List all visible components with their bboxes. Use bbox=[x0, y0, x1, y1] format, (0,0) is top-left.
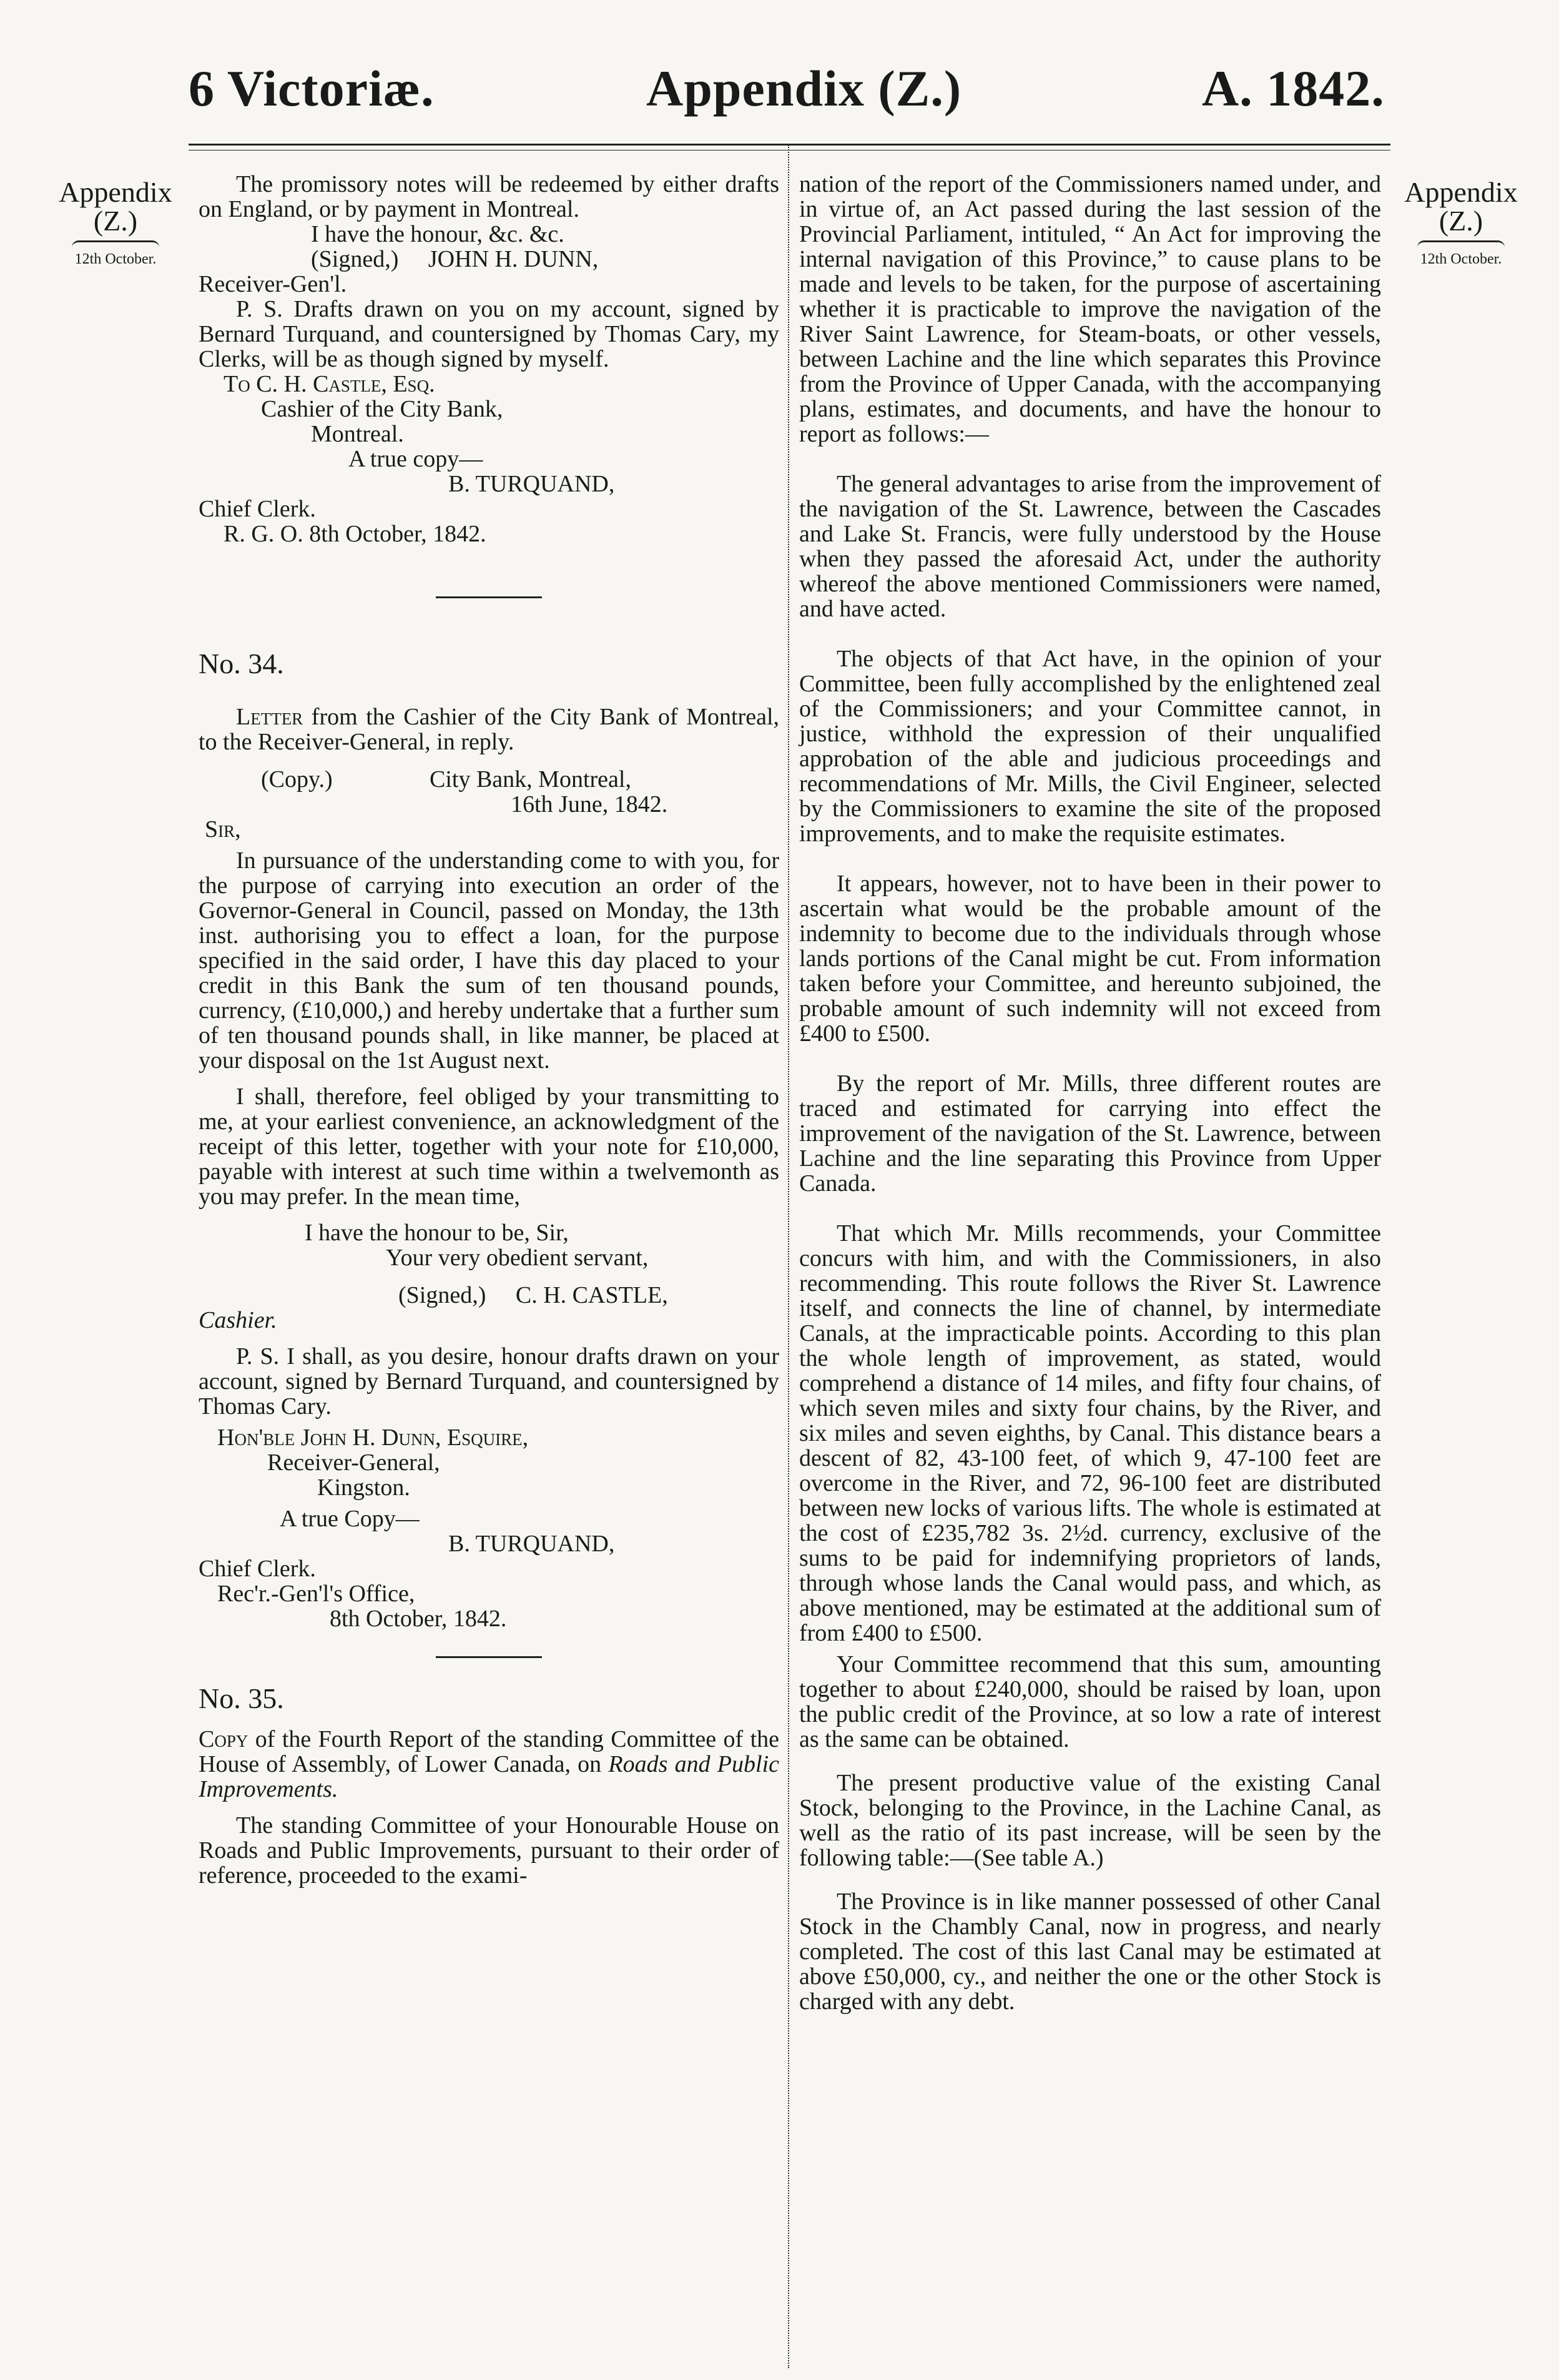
paragraph: The Province is in like manner possessed of other Canal Stock in the Chambly Canal, now in progress, and nearly completed. The cost of this last Canal may be estimated at above £50,000, cy., and neither the one or the other Stock is charged with any debt. bbox=[799, 1889, 1381, 2015]
paragraph: I shall, therefore, feel obliged by your transmitting to me, at your earliest convenience, an acknowledgment of the receipt of this letter, together with your note for £10,000, payable with interest at such time within a twelvemonth as you may prefer. In the mean time, bbox=[199, 1084, 779, 1210]
letter-title bbox=[199, 704, 779, 754]
true-copy: A true copy— bbox=[348, 446, 483, 472]
running-head-left: 6 Victoriæ. bbox=[189, 60, 435, 117]
address-line: Hon'ble John H. Dunn, Esquire, bbox=[217, 1425, 529, 1451]
letter-title-rest: from the Cashier of the City Bank of Montreal, to the Receiver-General, in reply. bbox=[199, 704, 779, 755]
signature-line bbox=[199, 247, 779, 272]
report-title-rest: of the Fourth Report of the standing Committee of the House of Assembly, of Lower Canada, on bbox=[199, 1726, 780, 1777]
salutation: Sir, bbox=[205, 816, 241, 842]
signatory-name: C. H. CASTLE, bbox=[515, 1282, 668, 1308]
margin-label-sub: (Z.) bbox=[93, 205, 138, 237]
paragraph: It appears, however, not to have been in their power to ascertain what would be the probable amount of the indemnity to become due to the individuals through whose lands portions of the Canal might be cut. From information taken before your Committee, and hereunto subjoined, the probable amount of such indemnity will not exceed from £400 to £500. bbox=[799, 871, 1381, 1047]
closing-line: Your very obedient servant, bbox=[386, 1245, 649, 1271]
margin-label-title: Appendix bbox=[1404, 176, 1518, 208]
margin-label-date: 12th October. bbox=[74, 251, 157, 267]
true-copy: A true Copy— bbox=[280, 1506, 420, 1532]
postscript: P. S. Drafts drawn on you on my account, signed by Bernard Turquand, and countersigned by Thomas Cary, my Clerks, will be as though signed by myself. bbox=[199, 296, 779, 372]
signed-label: (Signed,) bbox=[398, 1282, 486, 1308]
paragraph: Your Committee recommend that this sum, amounting together to about £240,000, should be raised by loan, upon the public credit of the Province, at so low a rate of interest as the same can be obtained. bbox=[799, 1651, 1381, 1752]
margin-label-right bbox=[1389, 178, 1533, 269]
address-line: Kingston. bbox=[317, 1474, 410, 1501]
signatory-name: JOHN H. DUNN, bbox=[428, 246, 599, 272]
report-title-italic: Roads and Public Improvements. bbox=[199, 1751, 779, 1802]
left-column bbox=[199, 172, 779, 1888]
header-rule bbox=[189, 144, 1390, 146]
margin-label-date: 12th October. bbox=[1420, 251, 1502, 267]
document-number: No. 35. bbox=[199, 1682, 284, 1714]
paragraph: The standing Committee of your Honourable House on Roads and Public Improvements, pursuant to their order of reference, proceeded to the exami- bbox=[199, 1812, 779, 1889]
right-column bbox=[799, 172, 1381, 2014]
column-divider bbox=[788, 145, 789, 2368]
letter-title-lead: Letter bbox=[236, 704, 303, 730]
signed-label: (Signed,) bbox=[311, 246, 399, 272]
running-head-right: A. 1842. bbox=[1202, 60, 1385, 117]
margin-label-title: Appendix bbox=[59, 176, 172, 208]
margin-brace bbox=[72, 240, 159, 247]
paragraph: The objects of that Act have, in the opinion of your Committee, been fully accomplished by the enlightened zeal of the Commissioners; and your Committee cannot, in justice, withhold the expression of their unqualified approbation of the able and judicious proceedings and recommendations of Mr. Mills, the Civil Engineer, selected by the Commissioners to examine the site of the proposed improvements, and to make the requisite estimates. bbox=[799, 646, 1381, 847]
clerk-name: B. TURQUAND, bbox=[448, 1531, 615, 1557]
letter-date: 16th June, 1842. bbox=[511, 791, 668, 817]
paragraph: By the report of Mr. Mills, three different routes are traced and estimated for carrying into effect the improvement of the navigation of the St. Lawrence, between Lachine and the line separating this Province from Upper Canada. bbox=[799, 1070, 1381, 1197]
running-head-center: Appendix (Z.) bbox=[646, 60, 962, 117]
office-date: R. G. O. 8th October, 1842. bbox=[224, 521, 486, 547]
signatory-title: Cashier. bbox=[199, 1307, 277, 1333]
paragraph: The present productive value of the existing Canal Stock, belonging to the Province, in the Lachine Canal, as well as the ratio of its past increase, will be seen by the following table:—(See table A.) bbox=[799, 1770, 1381, 1871]
document-number: No. 34. bbox=[199, 648, 284, 679]
paragraph: The general advantages to arise from the improvement of the navigation of the St. Lawrence, between the Cascades and Lake St. Francis, were fully understood by the House when they passed the aforesaid Act, under the authority whereof the above mentioned Commissioners were named, and have acted. bbox=[799, 471, 1381, 622]
address-line: To C. H. Castle, Esq. bbox=[224, 371, 435, 397]
signatory-title: Receiver-Gen'l. bbox=[199, 271, 347, 297]
letter-place: City Bank, Montreal, bbox=[430, 766, 631, 793]
margin-label-sub: (Z.) bbox=[1439, 205, 1483, 237]
closing-line: I have the honour to be, Sir, bbox=[305, 1220, 569, 1246]
margin-brace bbox=[1417, 240, 1505, 247]
clerk-title: Chief Clerk. bbox=[199, 1556, 316, 1582]
copy-label: (Copy.) bbox=[261, 766, 333, 793]
paragraph: I have the honour, &c. &c. bbox=[311, 221, 564, 247]
address-line: Receiver-General, bbox=[267, 1449, 440, 1476]
paragraph: In pursuance of the understanding come to with you, for the purpose of carrying into execution an order of the Governor-General in Council, passed on Monday, the 13th inst. authorising you to effect a loan, for the purpose specified in the said order, I have this day placed to your credit in this Bank the sum of ten thousand pounds, currency, (£10,000,) and hereby undertake that a further sum of ten thousand pounds shall, in like manner, be placed at your disposal on the 1st August next. bbox=[199, 847, 779, 1074]
address-line: Cashier of the City Bank, bbox=[261, 396, 503, 422]
paragraph: That which Mr. Mills recommends, your Committee concurs with him, and with the Commissioners, in also recommending. This route follows the River St. Lawrence itself, and connects the line of channel, by intermediate Canals, at the impracticable points. According to this plan the whole length of improvement, as stated, would comprehend a distance of 14 miles, and fifty four chains, of which seven miles and sixty four chains, by the River, and six miles and seven eighths, by Canal. This distance bears a descent of 82, 43-100 feet, of which 9, 47-100 feet are overcome in the River, and 72, 96-100 feet are distributed between new locks of various lifts. The whole is estimated at the cost of £235,782 3s. 2½d. currency, exclusive of the sums to be paid for indemnifying proprietors of lands, through whose lands the Canal would pass, and which, as above mentioned, may be estimated at the additional sum of from £400 to £500. bbox=[799, 1220, 1381, 1646]
postscript: P. S. I shall, as you desire, honour drafts drawn on your account, signed by Bernard Turquand, and countersigned by Thomas Cary. bbox=[199, 1343, 779, 1420]
address-line: Montreal. bbox=[311, 421, 404, 447]
report-title-lead: Copy bbox=[199, 1726, 248, 1752]
paragraph: The promissory notes will be redeemed by either drafts on England, or by payment in Montreal. bbox=[199, 171, 779, 222]
margin-label-left bbox=[44, 178, 187, 269]
report-title bbox=[199, 1727, 779, 1802]
paragraph: nation of the report of the Commissioners named under, and in virtue of, an Act passed during the last session of the Provincial Parliament, intituled, “ An Act for improving the internal navigation of this Province,” to cause plans to be made and levels to be taken, for the purpose of ascertaining whether it is practicable to improve the navigation of the River Saint Lawrence, for Steam-boats, or other vessels, between Lachine and the line which separates this Province from the Province of Upper Canada, with the accompanying plans, estimates, and documents, and have the honour to report as follows:— bbox=[799, 171, 1381, 447]
signature-line bbox=[199, 1283, 779, 1308]
clerk-name: B. TURQUAND, bbox=[448, 471, 615, 497]
header-rule-thin bbox=[189, 150, 1390, 151]
office-line: Rec'r.-Gen'l's Office, bbox=[217, 1581, 415, 1607]
clerk-title: Chief Clerk. bbox=[199, 496, 316, 522]
office-date: 8th October, 1842. bbox=[330, 1606, 507, 1632]
